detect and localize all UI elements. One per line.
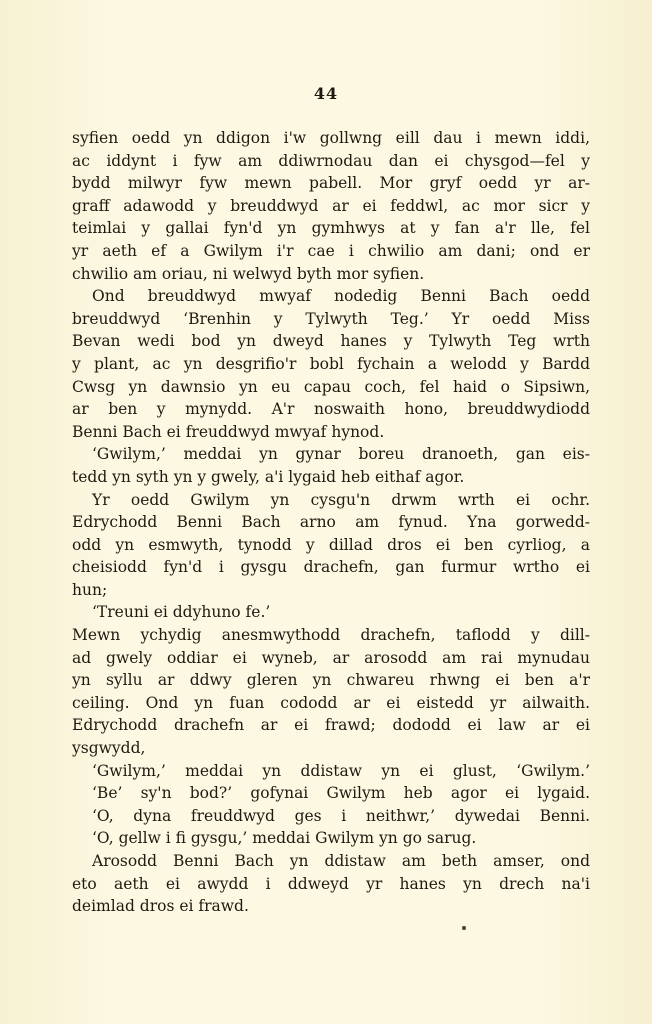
- text-line: graff adawodd y breuddwyd ar ei feddwl, ac mor sicr y: [72, 196, 590, 215]
- text-line: cheisiodd fyn'd i gysgu drachefn, gan furmur wrtho ei: [72, 558, 590, 577]
- page-number: 44: [313, 84, 339, 103]
- text-line: ysgwydd,: [72, 739, 146, 758]
- text-line: eto aeth ei awydd i ddweyd yr hanes yn drech na'i: [72, 874, 590, 893]
- text-line: syfien oedd yn ddigon i'w gollwng eill dau i mewn iddi,: [72, 129, 590, 147]
- text-line: bydd milwyr fyw mewn pabell. Mor gryf oedd yr ar-: [72, 174, 590, 193]
- text-line: ‘O, gellw i fi gysgu,’ meddai Gwilym yn go sarug.: [92, 829, 477, 848]
- text-line: yn syllu ar ddwy gleren yn chwareu rhwng ei ben a'r: [72, 671, 590, 690]
- text-line: Ond breuddwyd mwyaf nodedig Benni Bach oedd: [92, 287, 590, 306]
- text-line: ‘Be’ sy'n bod?’ gofynai Gwilym heb agor ei lygaid.: [92, 784, 590, 803]
- text-line: ceiling. Ond yn fuan cododd ar ei eistedd yr ailwaith.: [72, 693, 590, 712]
- text-line: teimlai y gallai fyn'd yn gymhwys at y fan a'r lle, fel: [72, 219, 590, 238]
- text-line: ‘Gwilym,’ meddai yn ddistaw yn ei glust, ‘Gwilym.’: [92, 761, 590, 780]
- text-line: Arosodd Benni Bach yn ddistaw am beth amser, ond: [92, 852, 590, 870]
- text-line: breuddwyd ‘Brenhin y Tylwyth Teg.’ Yr oedd Miss: [72, 309, 590, 328]
- text-line: Yr oedd Gwilym yn cysgu'n drwm wrth ei ochr.: [92, 490, 590, 509]
- text-line: ‘Treuni ei ddyhuno fe.’: [92, 603, 271, 622]
- text-line: hun;: [72, 580, 108, 599]
- text-line: Cwsg yn dawnsio yn eu capau coch, fel haid o Sipsiwn,: [72, 377, 590, 396]
- body-text: [72, 127, 590, 918]
- text-line: ac iddynt i fyw am ddiwrnodau dan ei chysgod—fel y: [72, 151, 590, 170]
- text-line: Edrychodd drachefn ar ei frawd; dododd ei law ar ei: [72, 716, 590, 735]
- text-line: ‘O, dyna freuddwyd ges i neithwr,’ dywedai Benni.: [92, 806, 590, 825]
- text-line: tedd yn syth yn y gwely, a'i lygaid heb eithaf agor.: [72, 467, 465, 486]
- text-line: odd yn esmwyth, tynodd y dillad dros ei ben cyrliog, a: [72, 535, 590, 554]
- text-line: Benni Bach ei freuddwyd mwyaf hynod.: [72, 422, 385, 441]
- text-line: chwilio am oriau, ni welwyd byth mor syfien.: [72, 264, 425, 283]
- text-line: Mewn ychydig anesmwythodd drachefn, taflodd y dill-: [72, 626, 590, 645]
- text-line: y plant, ac yn desgrifio'r bobl fychain a welodd y Bardd: [72, 354, 590, 373]
- text-line: Edrychodd Benni Bach arno am fynud. Yna gorwedd-: [72, 513, 590, 532]
- text-line: yr aeth ef a Gwilym i'r cae i chwilio am dani; ond er: [72, 241, 590, 260]
- text-line: Bevan wedi bod yn dweyd hanes y Tylwyth Teg wrth: [72, 332, 590, 351]
- text-line: ad gwely oddiar ei wyneb, ar arosodd am rai mynudau: [72, 648, 590, 667]
- text-line: ‘Gwilym,’ meddai yn gynar boreu dranoeth, gan eis-: [92, 445, 590, 464]
- text-line: ar ben y mynydd. A'r noswaith hono, breuddwydiodd: [72, 400, 590, 419]
- ink-speck: [462, 926, 466, 930]
- text-line: deimlad dros ei frawd.: [72, 897, 249, 916]
